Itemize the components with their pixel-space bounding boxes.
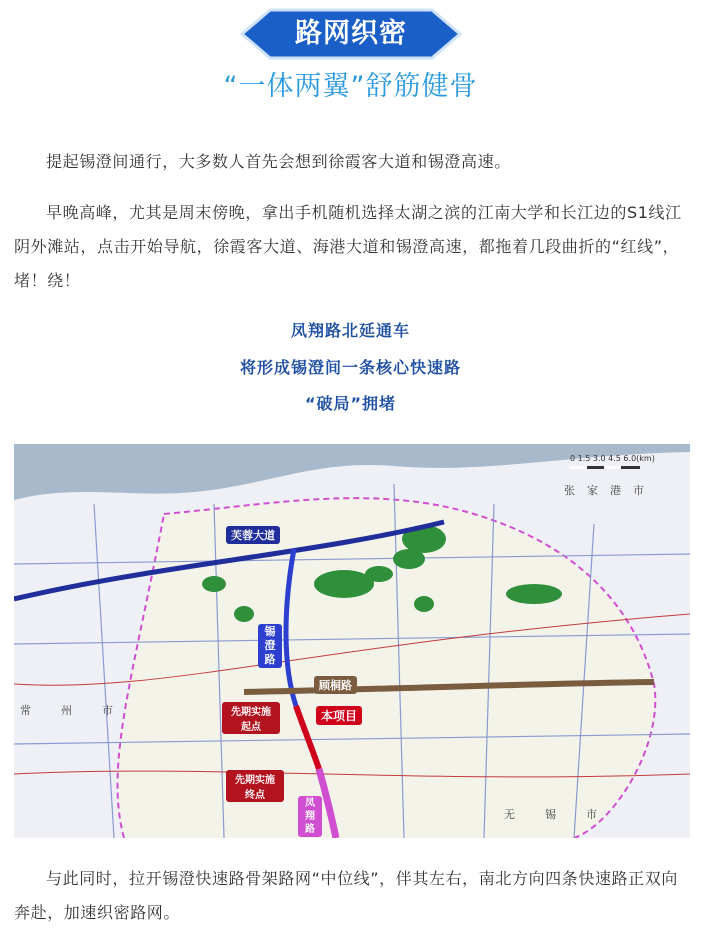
road-network-map <box>14 444 690 838</box>
scale-bar <box>570 466 640 469</box>
label-xicheng-road: 锡澄路 <box>258 624 282 668</box>
section-subtitle: “一体两翼”舒筋健骨 <box>223 71 478 102</box>
region-area <box>118 498 656 838</box>
city-label-zhangjiagang: 张家港市 <box>564 484 656 497</box>
label-end-point: 先期实施终点 <box>226 770 284 802</box>
label-this-project: 本项目 <box>316 706 362 725</box>
highlight-line-3: “破局”拥堵 <box>304 394 397 413</box>
paragraph-1: 提起锡澄间通行，大多数人首先会想到徐霞客大道和锡澄高速。 <box>46 152 511 171</box>
map-graphic <box>14 444 690 838</box>
highlight-line-2: 将形成锡澄间一条核心快速路 <box>239 358 461 377</box>
label-fengxiang-road: 凤翔路 <box>298 796 322 837</box>
city-label-changzhou: 常州市 <box>20 704 143 717</box>
header-banner <box>240 8 462 60</box>
label-gutong-road: 顾桐路 <box>314 676 357 694</box>
highlight-line-1: 凤翔路北延通车 <box>290 321 410 340</box>
label-furong-avenue: 芙蓉大道 <box>226 526 280 544</box>
city-label-wuxi: 无锡市 <box>504 808 627 821</box>
scale-text: 0 1.5 3.0 4.5 6.0(km) <box>570 454 655 463</box>
paragraph-3: 与此同时，拉开锡澄快速路骨架路网“中位线”，伴其左右，南北方向四条快速路正双向奔赴，加速织密路网。 <box>14 869 678 922</box>
label-start-point: 先期实施起点 <box>222 702 280 734</box>
paragraph-2: 早晚高峰，尤其是周末傍晚，拿出手机随机选择太湖之滨的江南大学和长江边的S1线江阴外滩站，点击开始导航，徐霞客大道、海港大道和锡澄高速，都拖着几段曲折的“红线”，堵！绕！ <box>14 203 682 290</box>
section-title: 路网织密 <box>295 18 407 49</box>
